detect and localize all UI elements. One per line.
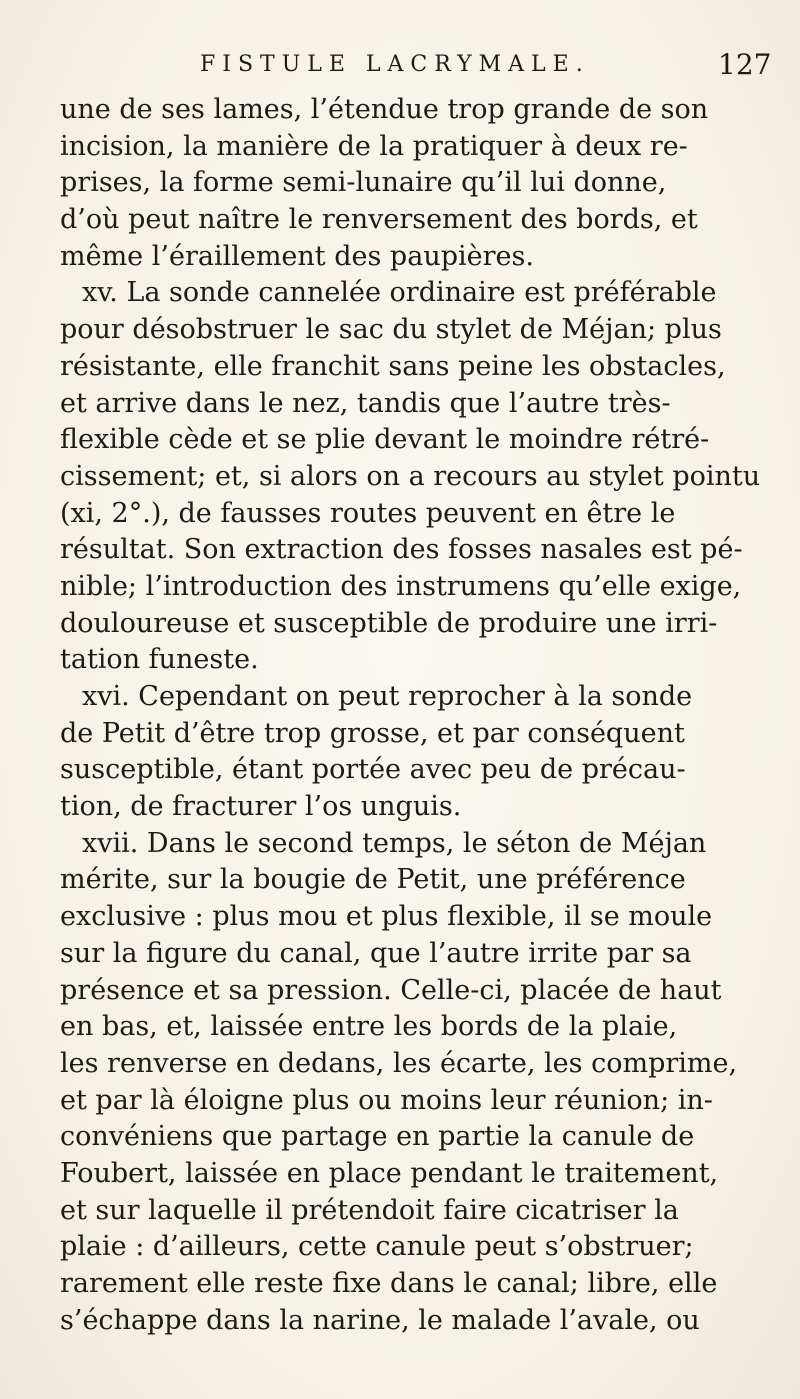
- text-line: rarement elle reste fixe dans le canal; libre, elle: [60, 1268, 718, 1299]
- running-title: FISTULE LACRYMALE.: [200, 52, 590, 77]
- text-line: mérite, sur la bougie de Petit, une préférence: [60, 864, 686, 896]
- page-number: 127: [718, 48, 772, 81]
- text-line: flexible cède et se plie devant le moindre rétré-: [60, 424, 710, 456]
- text-line: Foubert, laissée en place pendant le traitement,: [60, 1157, 719, 1189]
- paragraph-xv-start: xv. La sonde cannelée ordinaire est préférable: [82, 277, 717, 309]
- text-line: d’où peut naître le renversement des bords, et: [60, 204, 698, 236]
- text-line: les renverse en dedans, les écarte, les comprime,: [60, 1047, 738, 1079]
- text-line: (xi, 2°.), de fausses routes peuvent en être le: [60, 497, 676, 529]
- text-line: et par là éloigne plus ou moins leur réunion; in-: [60, 1084, 713, 1116]
- text-line: douloureuse et susceptible de produire une irri-: [60, 607, 718, 639]
- text-line: exclusive : plus mou et plus flexible, il se moule: [60, 901, 713, 933]
- text-line: résistante, elle franchit sans peine les obstacles,: [60, 350, 726, 382]
- paragraph-xvi-start: xvi. Cependant on peut reprocher à la sonde: [82, 681, 693, 712]
- text-line: sur la figure du canal, que l’autre irrite par sa: [60, 937, 692, 969]
- text-line: pour désobstruer le sac du stylet de Méjan; plus: [60, 314, 722, 346]
- text-line: présence et sa pression. Celle-ci, placée de haut: [60, 974, 722, 1006]
- text-line: tation funeste.: [60, 644, 259, 676]
- text-line: prises, la forme semi-lunaire qu’il lui donne,: [60, 167, 667, 199]
- body-text: [60, 92, 760, 1339]
- text-line: de Petit d’être trop grosse, et par conséquent: [60, 717, 685, 749]
- paragraph-xvii-start: xvii. Dans le second temps, le séton de Méjan: [82, 827, 707, 859]
- text-line: plaie : d’ailleurs, cette canule peut s’obstruer;: [60, 1231, 694, 1263]
- text-line: même l’éraillement des paupières.: [60, 240, 534, 272]
- text-line: et arrive dans le nez, tandis que l’autre très-: [60, 387, 671, 419]
- text-line: susceptible, étant portée avec peu de précau-: [60, 754, 686, 786]
- running-head: [0, 48, 800, 92]
- text-line: une de ses lames, l’étendue trop grande de son: [60, 94, 709, 125]
- text-line: résultat. Son extraction des fosses nasales est pé-: [60, 534, 743, 566]
- text-line: tion, de fracturer l’os unguis.: [60, 791, 462, 823]
- text-line: nible; l’introduction des instrumens qu’elle exige,: [60, 570, 742, 602]
- text-line: convéniens que partage en partie la canule de: [60, 1121, 695, 1153]
- text-line: en bas, et, laissée entre les bords de la plaie,: [60, 1011, 678, 1043]
- text-line: s’échappe dans la narine, le malade l’avale, ou: [60, 1304, 700, 1336]
- text-line: cissement; et, si alors on a recours au stylet pointu: [60, 460, 760, 492]
- text-line: et sur laquelle il prétendoit faire cicatriser la: [60, 1194, 679, 1226]
- text-line: incision, la manière de la pratiquer à deux re-: [60, 130, 688, 162]
